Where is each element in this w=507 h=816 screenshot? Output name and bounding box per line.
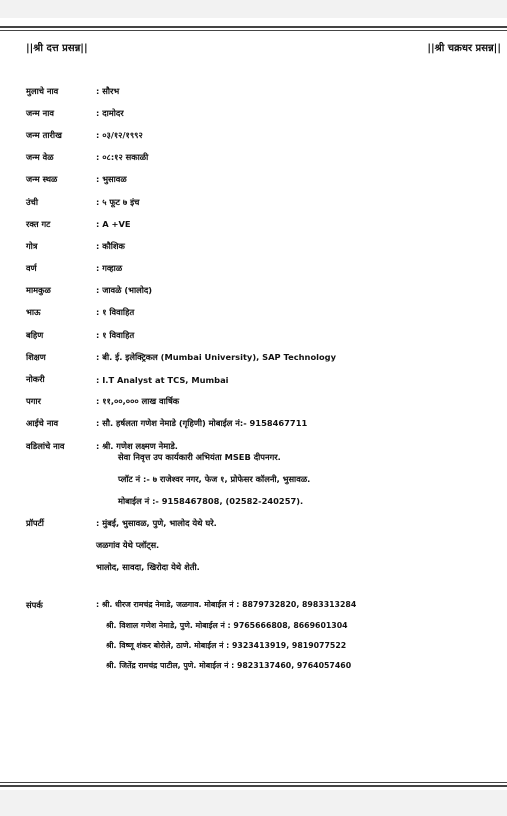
row-label: नोकरी: [26, 374, 45, 385]
row-label: जन्म वेळ: [26, 152, 54, 163]
row-salary: [26, 391, 501, 413]
row-label: भाऊ: [26, 307, 41, 318]
row-value: : बी. ई. इलेक्ट्रिकल (Mumbai University), SAP Technology: [96, 351, 337, 362]
details-list: [26, 80, 501, 457]
bottom-border-line-thin: [0, 782, 507, 783]
row-label: आईचे नाव: [26, 418, 59, 429]
contact-line: श्री. विशाल गणेश नेमाडे, पुणे. मोबाईल नं : 9765666808, 8669601304: [106, 621, 348, 630]
row-value: : कौशिक: [96, 240, 125, 251]
row-mother-name: [26, 413, 501, 435]
property-line: भालोद, सावदा, खिरोदा येथे शेती.: [96, 562, 200, 572]
row-label: वडिलांचे नाव: [26, 440, 65, 451]
row-value: : गव्हाळ: [96, 263, 123, 274]
row-value: : ०३/१२/१९९२: [96, 129, 143, 140]
row-value: : जावळे (भालोद): [96, 285, 153, 296]
row-label: शिक्षण: [26, 351, 46, 362]
property-label: प्रॉपर्टी: [26, 518, 44, 528]
row-label: रक्त गट: [26, 218, 51, 229]
row-label: जन्म नाव: [26, 107, 55, 118]
contact-line: श्री. जितेंद्र रामचंद्र पाटील, पुणे. मोबाईल नं : 9823137460, 9764057460: [106, 661, 352, 670]
row-value: : ११,००,००० लाख वार्षिक: [96, 396, 180, 407]
row-value: : १ विवाहित: [96, 307, 135, 318]
contact-label: संपर्क: [26, 600, 43, 610]
bottom-margin: [0, 790, 507, 816]
row-label: उंची: [26, 196, 38, 207]
row-label: पगार: [26, 396, 41, 407]
header-right-blessing: ||श्री चक्रधर प्रसन्न||: [427, 43, 501, 54]
contact-line: : श्री. धीरज रामचंद्र नेमाडे, जळगाव. मोबाईल नं : 8879732820, 8983313284: [96, 600, 357, 609]
row-label: मामकुळ: [26, 285, 51, 296]
row-label: बहिण: [26, 329, 44, 340]
row-height: [26, 191, 501, 213]
row-value: : श्री. गणेश लक्ष्मण नेमाडे.: [96, 440, 178, 451]
row-value: : I.T Analyst at TCS, Mumbai: [96, 374, 229, 385]
row-label: जन्म स्थळ: [26, 174, 58, 185]
row-maternal-family: [26, 280, 501, 302]
row-value: : A +VE: [96, 219, 131, 230]
row-value: : ५ फूट ७ इंच: [96, 196, 140, 207]
row-label: वर्ण: [26, 263, 37, 274]
row-value: : ०८:१२ सकाळी: [96, 152, 149, 163]
top-border-line-thin: [0, 30, 507, 31]
row-complexion: [26, 258, 501, 280]
row-label: जन्म तारीख: [26, 129, 62, 140]
row-gotra: [26, 235, 501, 257]
father-mobile: मोबाईल नं :- 9158467808, (02582-240257).: [118, 496, 304, 506]
row-brother: [26, 302, 501, 324]
father-occupation: सेवा निवृत्त उप कार्यकारी अभियंता MSEB दीपनगर.: [118, 452, 281, 462]
row-label: गोत्र: [26, 240, 38, 251]
top-border-line: [0, 26, 507, 28]
row-birth-place: [26, 169, 501, 191]
row-birth-name: [26, 102, 501, 124]
row-education: [26, 346, 501, 368]
row-birth-date: [26, 124, 501, 146]
row-value: : भुसावळ: [96, 174, 127, 185]
header-left-blessing: ||श्री दत्त प्रसन्न||: [26, 43, 88, 54]
row-value: : सौ. हर्षलता गणेश नेमाडे (गृहिणी) मोबाईल नं:- 9158467711: [96, 418, 308, 429]
row-value: : सौरभ: [96, 85, 120, 96]
contact-line: श्री. विष्णू शंकर बोरोले, ठाणे. मोबाईल नं : 9323413919, 9819077522: [106, 641, 347, 650]
row-job: [26, 368, 501, 390]
father-address: प्लॉट नं :- ७ राजेश्वर नगर, फेज १, प्रोफेसर कॉलनी, भुसावळ.: [118, 474, 311, 484]
row-value: : दामोदर: [96, 107, 124, 118]
top-margin: [0, 0, 507, 18]
row-name: [26, 80, 501, 102]
row-blood-group: [26, 213, 501, 235]
bottom-border-line: [0, 785, 507, 787]
row-label: मुलाचे नाव: [26, 85, 59, 96]
row-birth-time: [26, 147, 501, 169]
row-value: : १ विवाहित: [96, 329, 135, 340]
row-sister: [26, 324, 501, 346]
property-line: : मुंबई, भुसावळ, पुणे, भालोद येथे घरे.: [96, 518, 217, 528]
property-line: जळगांव येथे प्लॉट्स.: [96, 540, 160, 550]
